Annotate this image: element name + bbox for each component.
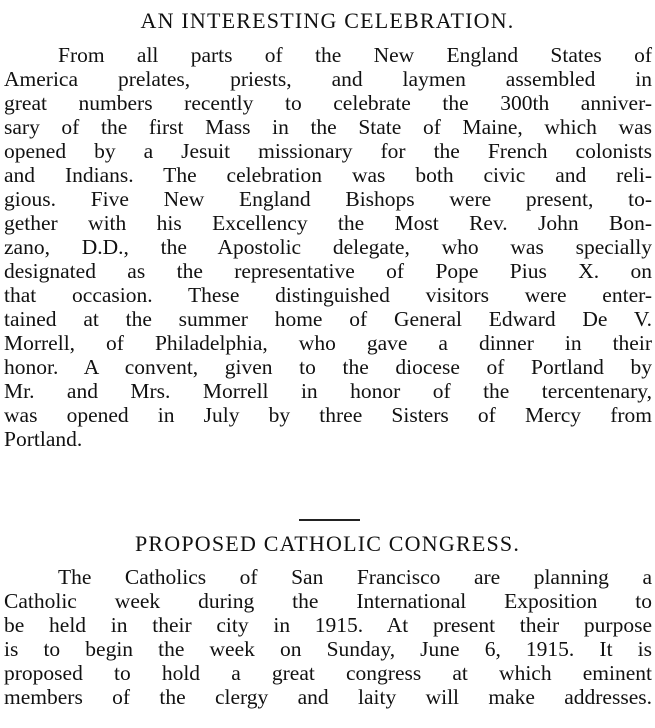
article-line: honor. A convent, given to the diocese of Portland by	[4, 355, 652, 379]
article-line: designated as the representative of Pope Pius X. on	[4, 259, 652, 283]
article-line: opened by a Jesuit missionary for the French colonists	[4, 139, 652, 163]
article-line: was opened in July by three Sisters of Mercy from	[4, 403, 652, 427]
article-line: Catholic week during the International Exposition to	[4, 589, 652, 613]
article-line: members of the clergy and laity will make addresses.	[4, 685, 652, 709]
article-line: sary of the first Mass in the State of Maine, which was	[4, 115, 652, 139]
article-line: and Indians. The celebration was both civic and reli-	[4, 163, 652, 187]
article-line: Portland.	[4, 427, 83, 451]
section-divider	[299, 519, 360, 521]
article-line: proposed to hold a great congress at which eminent	[4, 661, 652, 685]
article-line: America prelates, priests, and laymen assembled in	[4, 67, 652, 91]
article-heading-celebration: AN INTERESTING CELEBRATION.	[140, 8, 515, 33]
article-line: Mr. and Mrs. Morrell in honor of the tercentenary,	[4, 379, 652, 403]
article-line: gious. Five New England Bishops were present, to-	[4, 187, 652, 211]
article-line: be held in their city in 1915. At present their purpose	[4, 613, 652, 637]
article-line: From all parts of the New England States of	[58, 43, 652, 67]
article-line: tained at the summer home of General Edward De V.	[4, 307, 652, 331]
article-line: The Catholics of San Francisco are planning a	[58, 565, 652, 589]
article-line: zano, D.D., the Apostolic delegate, who was specially	[4, 235, 652, 259]
article-line: great numbers recently to celebrate the 300th anniver-	[4, 91, 652, 115]
article-line: that occasion. These distinguished visitors were enter-	[4, 283, 652, 307]
article-line: gether with his Excellency the Most Rev. John Bon-	[4, 211, 652, 235]
article-heading-congress: PROPOSED CATHOLIC CONGRESS.	[134, 531, 521, 556]
article-line: is to begin the week on Sunday, June 6, 1915. It is	[4, 637, 652, 661]
article-line: Morrell, of Philadelphia, who gave a dinner in their	[4, 331, 652, 355]
